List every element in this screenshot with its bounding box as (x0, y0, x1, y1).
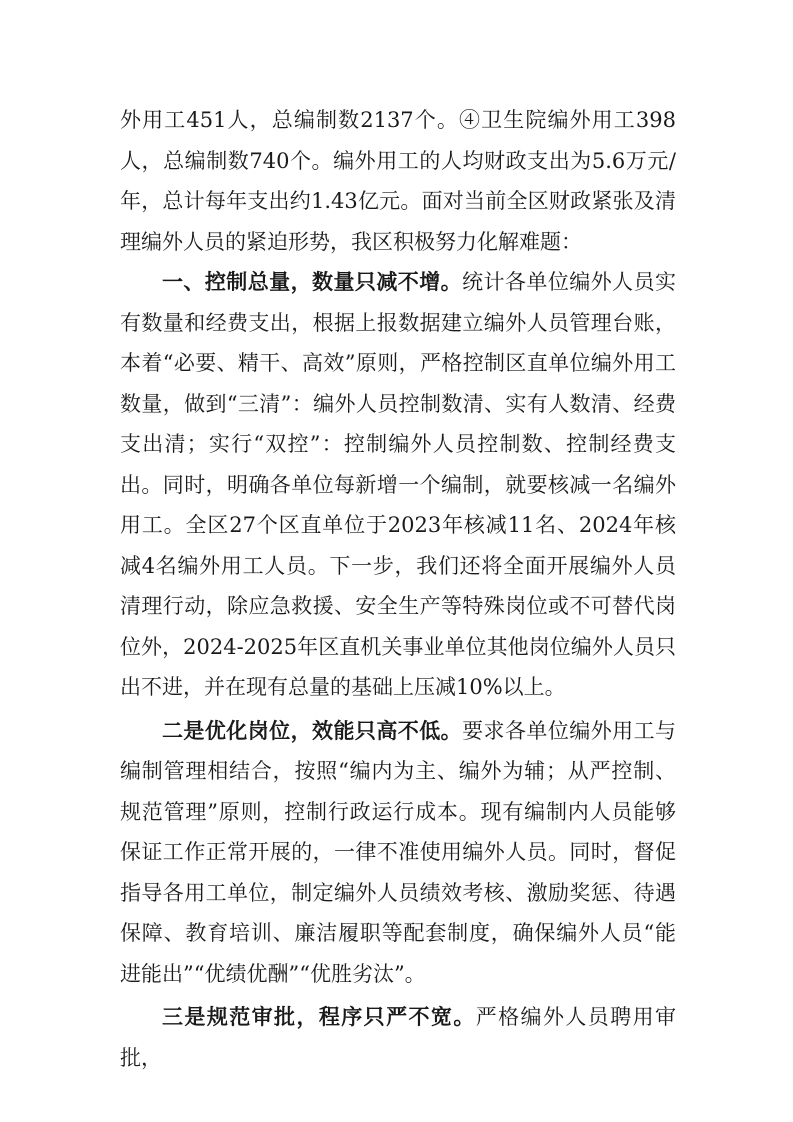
section-3-body: 严格编外人员聘用审批， (120, 1005, 677, 1070)
section-2-heading: 二是优化岗位，效能只高不低。 (162, 717, 463, 743)
section-2-paragraph (120, 711, 676, 995)
section-1-body: 统计各单位编外人员实有数量和经费支出，根据上报数据建立编外人员管理台账，本着“必要、精干、高效”原则，严格控制区直单位编外用工数量，做到“三清”：编外人员控制数清、实有人数清、经费支出清；实行“双控”：控制编外人员控制数、控制经费支出。同时，明确各单位每新增一个编制，就要核减一名编外用工。全区27个区直单位于2023年核减11名、2024年核减4名编外用工人员。下一步，我们还将全面开展编外人员清理行动，除应急救援、安全生产等特殊岗位或不可替代岗位外，2024-2025年区直机关事业单位其他岗位编外人员只出不进，并在现有总量的基础上压减10%以上。 (120, 270, 677, 699)
document-body (120, 100, 676, 1078)
continuation-paragraph: 外用工451人，总编制数2137个。④卫生院编外用工398人，总编制数740个。编外用工的人均财政支出为5.6万元/年，总计每年支出约1.43亿元。面对当前全区财政紧张及清理编外人员的紧迫形势，我区积极努力化解难题： (120, 108, 676, 254)
section-1-heading: 一、控制总量，数量只减不增。 (162, 269, 463, 294)
section-3-paragraph (120, 997, 676, 1078)
section-2-body: 要求各单位编外用工与编制管理相结合，按照“编内为主、编外为辅；从严控制、规范管理”原则，控制行政运行成本。现有编制内人员能够保证工作正常开展的，一律不准使用编外人员。同时，督促指导各用工单位，制定编外人员绩效考核、激励奖惩、待遇保障、教育培训、廉洁履职等配套制度，确保编外人员“能进能出”“优绩优酬”“优胜劣汰”。 (120, 718, 677, 986)
section-3-heading: 三是规范审批，程序只严不宽。 (162, 1004, 476, 1029)
section-1-paragraph (120, 262, 676, 708)
